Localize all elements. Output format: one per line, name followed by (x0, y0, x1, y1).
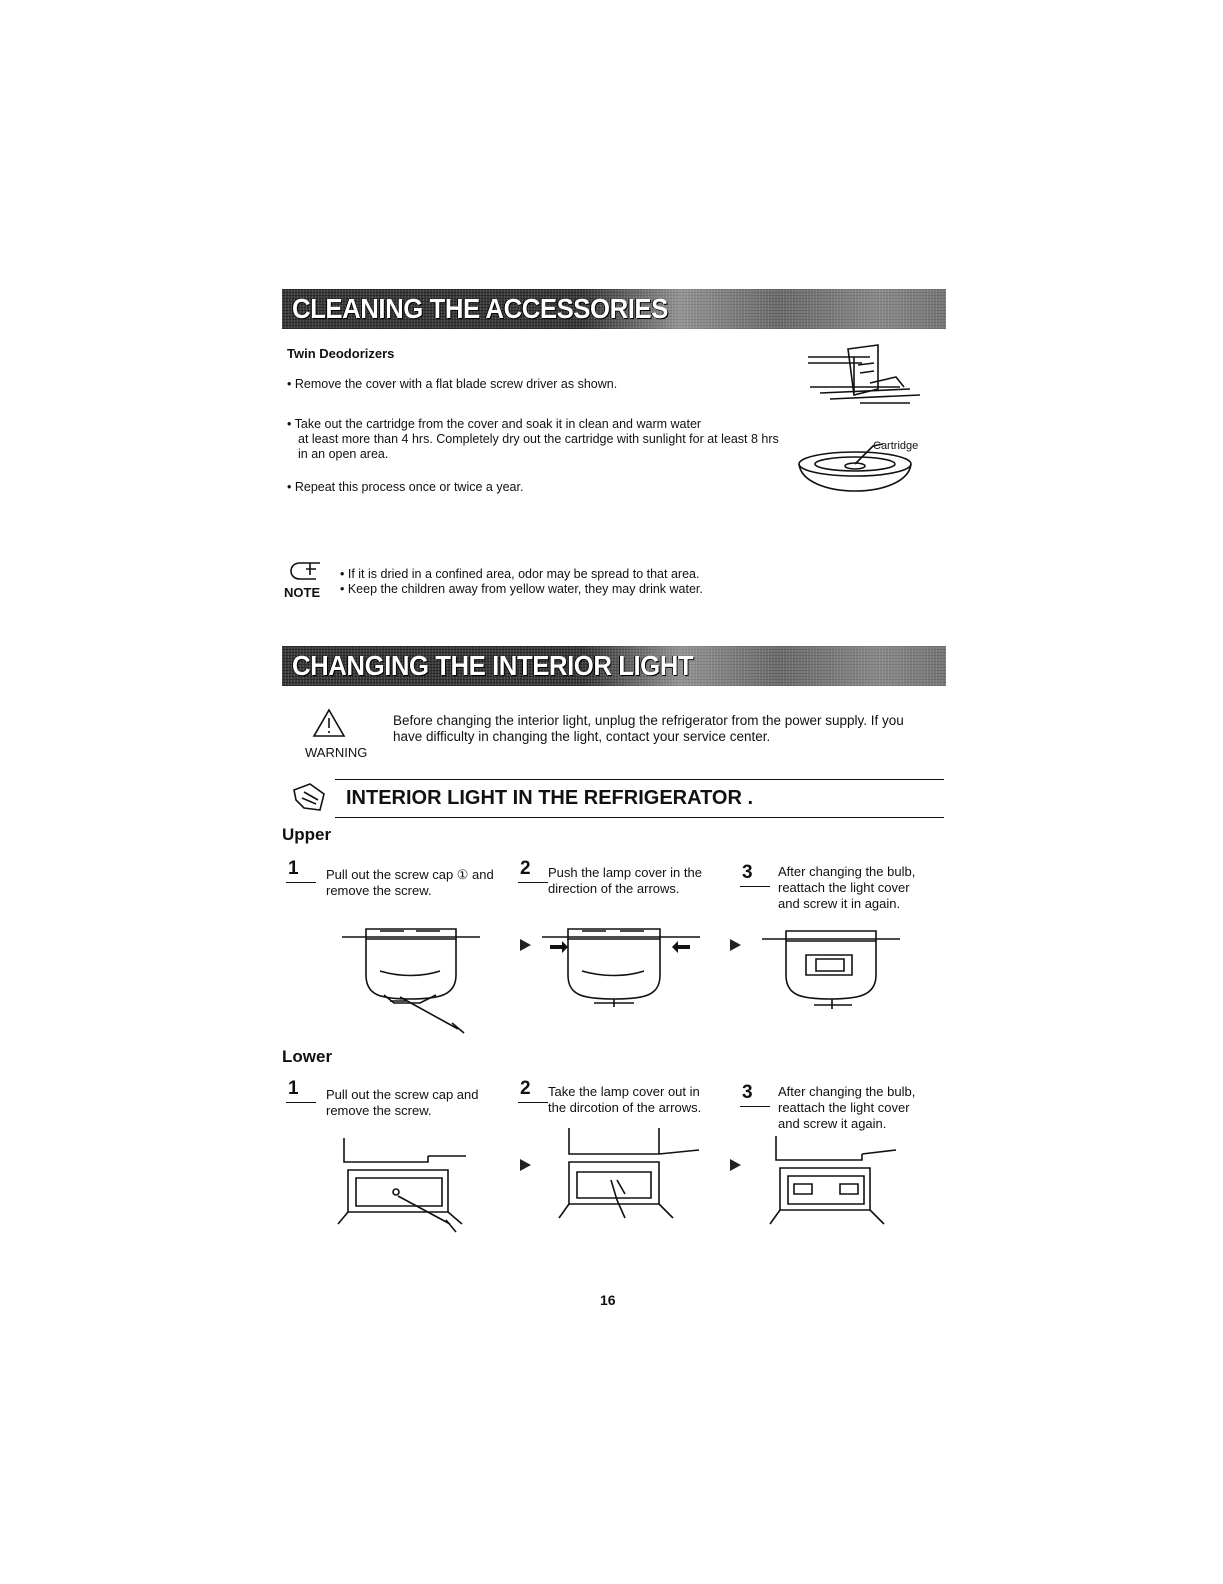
upper-step-2-number: 2 (520, 858, 531, 879)
lower-arrow-1 (520, 1159, 531, 1171)
bullet-take-out-cont2: in an open area. (298, 447, 389, 461)
pointing-hand-icon (286, 561, 322, 583)
section-banner-cleaning (282, 289, 946, 329)
lower-step-3-number: 3 (742, 1082, 753, 1103)
lower-lamp-illustration-3 (770, 1136, 900, 1236)
note-label: NOTE (284, 585, 321, 600)
lower-arrow-2 (730, 1159, 741, 1171)
bullet-take-out: • Take out the cartridge from the cover and soak it in clean and warm water (287, 417, 702, 431)
lower-step-1-text: Pull out the screw cap and remove the screw. (326, 1087, 479, 1118)
cartridge-illustration (795, 442, 935, 518)
warning-line-1: Before changing the interior light, unplug the refrigerator from the power supply. If you (393, 713, 904, 728)
upper-step-3-text: After changing the bulb, reattach the light cover and screw it in again. (778, 864, 916, 911)
upper-arrow-1 (520, 939, 531, 951)
note-line-1: • If it is dried in a confined area, odor may be spread to that area. (340, 567, 700, 581)
bullet-take-out-cont1: at least more than 4 hrs. Completely dry out the cartridge with sunlight for at least 8 hrs (298, 432, 779, 446)
section-title: CHANGING THE INTERIOR LIGHT (292, 650, 694, 681)
note-line-2: • Keep the children away from yellow water, they may drink water. (340, 582, 703, 596)
lower-step-1-number: 1 (288, 1078, 299, 1099)
upper-lamp-illustration-3 (760, 925, 910, 1015)
bullet-remove-cover: • Remove the cover with a flat blade screw driver as shown. (287, 377, 618, 391)
cartridge-label: Cartridge (873, 440, 919, 452)
lower-step-3-text: After changing the bulb, reattach the light cover and screw it again. (778, 1084, 916, 1131)
upper-step-3-number: 3 (742, 862, 753, 883)
section-title: CLEANING THE ACCESSORIES (292, 293, 668, 324)
warning-line-2: have difficulty in changing the light, contact your service center. (393, 729, 771, 744)
subheading-rule-bottom (335, 817, 944, 818)
subheading-interior-light: INTERIOR LIGHT IN THE REFRIGERATOR . (346, 787, 754, 809)
upper-lamp-illustration-1 (340, 925, 490, 1035)
lower-label: Lower (282, 1047, 333, 1066)
warning-triangle-icon (312, 708, 346, 738)
subtitle-twin-deodorizers: Twin Deodorizers (287, 346, 395, 361)
upper-step-2-text: Push the lamp cover in the direction of the arrows. (548, 865, 702, 896)
lower-lamp-illustration-2 (555, 1128, 705, 1228)
warning-label: WARNING (305, 745, 368, 760)
upper-arrow-2 (730, 939, 741, 951)
page-number: 16 (600, 1292, 616, 1308)
lower-lamp-illustration-1 (338, 1138, 468, 1238)
upper-step-1-text: Pull out the screw cap ① and remove the screw. (326, 867, 494, 898)
bullet-repeat: • Repeat this process once or twice a year. (287, 480, 524, 494)
service-hand-icon (290, 780, 330, 814)
upper-step-1-number: 1 (288, 858, 299, 879)
section-banner-interior-light (282, 646, 946, 686)
upper-label: Upper (282, 825, 332, 844)
lower-step-2-number: 2 (520, 1078, 531, 1099)
upper-lamp-illustration-2 (540, 925, 710, 1015)
subheading-rule-top (335, 779, 944, 780)
deodorizer-cover-illustration (800, 343, 930, 423)
lower-step-2-text: Take the lamp cover out in the dircotion of the arrows. (548, 1084, 702, 1115)
